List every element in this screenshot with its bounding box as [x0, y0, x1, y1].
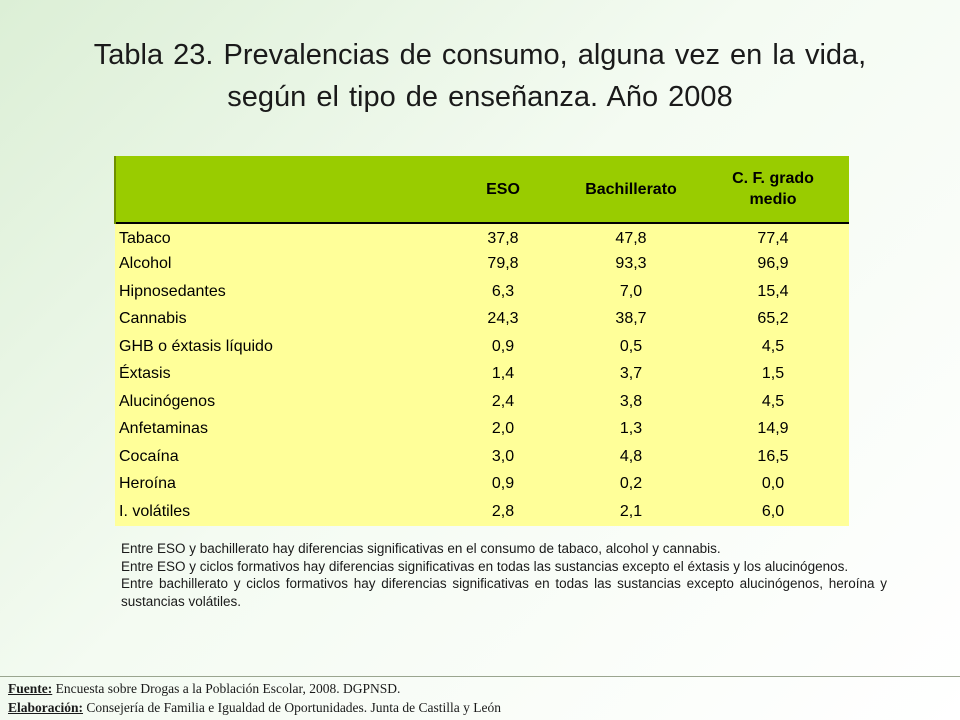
- cf-cell: 15,4: [757, 282, 789, 300]
- table-row: [115, 251, 849, 279]
- title-line-2: según el tipo de enseñanza. Año 2008: [227, 81, 733, 113]
- bachillerato-cell: 0,2: [619, 475, 643, 493]
- table-row: [115, 416, 849, 444]
- substance-cell: Alucinógenos: [119, 392, 216, 410]
- page-title: [20, 34, 940, 118]
- eso-cell: 1,4: [491, 365, 515, 383]
- table-row: [115, 388, 849, 416]
- cf-cell: 4,5: [761, 392, 785, 410]
- bachillerato-cell: 4,8: [619, 447, 643, 465]
- table-row: [115, 361, 849, 389]
- substance-cell: I. volátiles: [119, 502, 191, 520]
- eso-cell: 79,8: [487, 255, 519, 273]
- substance-cell: Cocaína: [119, 447, 179, 465]
- bachillerato-cell: 7,0: [619, 282, 643, 300]
- cf-cell: 96,9: [757, 255, 789, 273]
- bachillerato-cell: 3,8: [619, 392, 643, 410]
- cf-cell: 0,0: [761, 475, 785, 493]
- bachillerato-cell: 38,7: [615, 310, 647, 328]
- footer-elaboration: [8, 698, 948, 717]
- header-substance: [115, 156, 441, 223]
- substance-cell: Anfetaminas: [119, 420, 208, 438]
- bachillerato-cell: 1,3: [619, 420, 643, 438]
- cf-cell: 77,4: [757, 229, 789, 247]
- cf-cell: 4,5: [761, 337, 785, 355]
- note-eso-ciclos: Entre ESO y ciclos formativos hay diferencias significativas en todas las sustancias excepto el éxtasis y los alucinógenos.: [121, 558, 849, 574]
- header-cf-line-1: C. F. grado: [732, 170, 814, 187]
- source-label: Fuente:: [8, 681, 53, 696]
- bachillerato-cell: 47,8: [615, 229, 647, 247]
- table-body: [115, 223, 849, 526]
- table-row: [115, 223, 849, 251]
- note-bachillerato-ciclos: Entre bachillerato y ciclos formativos hay diferencias significativas en todas las sustancias excepto alucinógenos, heroína y sustancias volátiles.: [121, 576, 887, 609]
- footer-divider: [0, 676, 960, 677]
- eso-cell: 24,3: [487, 310, 519, 328]
- cf-cell: 14,9: [757, 420, 789, 438]
- substance-cell: Tabaco: [119, 229, 171, 247]
- header-bachillerato: Bachillerato: [585, 180, 677, 198]
- footer-source: [8, 679, 948, 698]
- eso-cell: 0,9: [491, 337, 515, 355]
- substance-cell: GHB o éxtasis líquido: [119, 337, 273, 355]
- note-eso-bachillerato: Entre ESO y bachillerato hay diferencias significativas en el consumo de tabaco, alcohol y cannabis.: [121, 541, 721, 556]
- cf-cell: 16,5: [757, 447, 789, 465]
- header-cf-line-2: medio: [749, 191, 797, 208]
- table-row: [115, 306, 849, 334]
- table-row: [115, 471, 849, 499]
- header-cf-grado-medio: [697, 156, 849, 223]
- source-text: Encuesta sobre Drogas a la Población Escolar, 2008. DGPNSD.: [55, 681, 401, 696]
- eso-cell: 0,9: [491, 475, 515, 493]
- bachillerato-cell: 0,5: [619, 337, 643, 355]
- table-row: [115, 498, 849, 526]
- bachillerato-cell: 93,3: [615, 255, 647, 273]
- prevalence-table: [114, 156, 849, 526]
- elaboration-text: Consejería de Familia e Igualdad de Oportunidades. Junta de Castilla y León: [86, 700, 502, 715]
- eso-cell: 2,8: [491, 502, 515, 520]
- prevalence-table-container: [114, 156, 848, 526]
- significance-notes: [121, 540, 887, 610]
- header-eso: ESO: [486, 180, 520, 198]
- footer: [8, 679, 948, 717]
- cf-cell: 65,2: [757, 310, 789, 328]
- substance-cell: Hipnosedantes: [119, 282, 226, 300]
- cf-cell: 1,5: [761, 365, 785, 383]
- substance-cell: Heroína: [119, 475, 176, 493]
- table-header-row: [115, 156, 849, 223]
- substance-cell: Éxtasis: [119, 365, 171, 383]
- eso-cell: 6,3: [491, 282, 515, 300]
- table-row: [115, 333, 849, 361]
- substance-cell: Alcohol: [119, 255, 172, 273]
- eso-cell: 37,8: [487, 229, 519, 247]
- bachillerato-cell: 2,1: [619, 502, 643, 520]
- eso-cell: 2,0: [491, 420, 515, 438]
- substance-cell: Cannabis: [119, 310, 187, 328]
- eso-cell: 3,0: [491, 447, 515, 465]
- elaboration-label: Elaboración:: [8, 700, 84, 715]
- title-line-1: Tabla 23. Prevalencias de consumo, alguna vez en la vida,: [93, 39, 867, 71]
- cf-cell: 6,0: [761, 502, 785, 520]
- table-row: [115, 278, 849, 306]
- eso-cell: 2,4: [491, 392, 515, 410]
- bachillerato-cell: 3,7: [619, 365, 643, 383]
- table-row: [115, 443, 849, 471]
